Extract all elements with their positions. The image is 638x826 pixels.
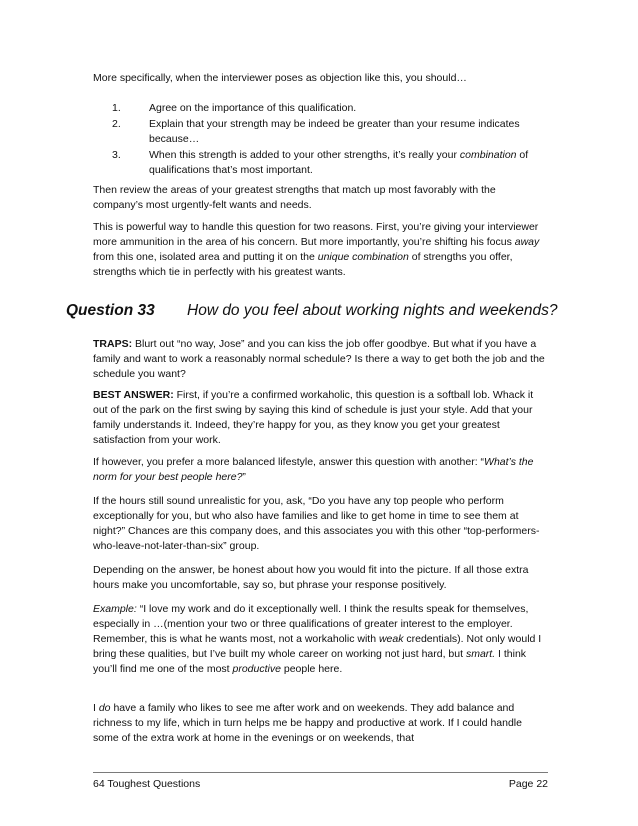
text-run: Explain that your strength may be indeed be greater than your resume indicates because… (149, 118, 520, 145)
text-run: When this strength is added to your other strengths, it’s really your (149, 149, 460, 161)
list-item-text (149, 102, 356, 114)
text-run: “I love my work and do it exceptionally well. I think the results speak for themselves, especially in …(mention your two or three qualifications of greater interest to the employer. Remember, this is what he wants most, not a workaholic with (93, 603, 529, 645)
emphasis-text: do (98, 702, 111, 714)
family-text (93, 701, 548, 746)
best-answer-text: First, if you’re a confirmed workaholic, this question is a softball lob. Whack it out of the park on the first swing by saying this kind of schedule is just your style. Add that your family understands it. Indeed, they’re happy for you, as they know you get your greatest satisfaction from your work. (93, 389, 534, 446)
intro-paragraph (93, 71, 548, 86)
text-run: I think you’ll find me one of the most (93, 648, 527, 675)
question-title: How do you feel about working nights and weekends? (187, 302, 558, 319)
text-run: of strengths you offer, strengths which tie in perfectly with his greatest wants. (93, 251, 513, 278)
question-heading (66, 301, 566, 321)
text-run: I (93, 702, 99, 714)
traps-text: Blurt out “no way, Jose” and you can kiss the job offer goodbye. But what if you have a family and want to work a reasonably normal schedule? Is there a way to get both the job and the schedule you want? (93, 338, 545, 380)
balanced-question: What’s the norm for your best people here? (93, 456, 534, 483)
hours-paragraph (93, 494, 548, 554)
footer-divider (93, 772, 548, 773)
footer-title: 64 Toughest Questions (93, 778, 201, 790)
text-run: people here. (280, 663, 343, 675)
list-item-number: 3. (112, 149, 121, 161)
emphasis-text: weak (378, 633, 404, 645)
list-item-number: 2. (112, 118, 121, 130)
emphasis-text: productive (232, 663, 281, 675)
balanced-end: ” (242, 471, 246, 483)
best-answer-paragraph (93, 388, 548, 448)
text-run: from this one, isolated area and putting it on the (93, 251, 318, 263)
list-item-text (149, 149, 528, 176)
emphasis-text: unique combination (317, 251, 409, 263)
text-run: have a family who likes to see me after work and on weekends. They add balance and richness to my life, which in turn helps me be happy and productive at work. If I could handle some of the extra work at home in the evenings or on weekends, that (93, 702, 522, 744)
footer-page-number: Page 22 (508, 778, 548, 790)
powerful-text (93, 220, 548, 280)
traps-paragraph (93, 337, 548, 382)
text-run: This is powerful way to handle this question for two reasons. First, you’re giving your interviewer more ammunition in the area of his concern. But more importantly, you’re shifting his focus (93, 221, 539, 248)
list-item (93, 117, 548, 147)
list-item (93, 148, 548, 178)
depending-text: Depending on the answer, be honest about how you would fit into the picture. If all those extra hours make you uncomfortable, say so, but phrase your response positively. (93, 564, 529, 591)
hours-text: If the hours still sound unrealistic for you, ask, “Do you have any top people who perform exceptionally for you, but who also have families and like to get home in time to see them at night?” Chances are this company does, and this associates you with this other “top-performers-who-leave-not-later-than-six” group. (93, 495, 540, 552)
intro-text: More specifically, when the interviewer poses as objection like this, you should… (93, 72, 467, 84)
emphasis-text: smart. (465, 648, 496, 660)
powerful-paragraph (93, 220, 548, 280)
emphasis-text: combination (459, 149, 517, 161)
steps-list (93, 101, 548, 179)
list-item-number: 1. (112, 102, 121, 114)
balanced-paragraph (93, 455, 548, 485)
list-item-text (149, 118, 520, 145)
family-paragraph (93, 701, 548, 746)
list-item (93, 101, 548, 116)
emphasis-text: away (514, 236, 540, 248)
question-number: Question 33 (66, 302, 155, 319)
text-run: credentials). Not only would I bring these qualities, but I’ve built my whole career on working not just hard, but (93, 633, 542, 660)
depending-paragraph (93, 563, 548, 593)
traps-label: TRAPS: (93, 338, 133, 350)
balanced-text: If however, you prefer a more balanced lifestyle, answer this question with another: “ (93, 456, 485, 468)
review-text: Then review the areas of your greatest strengths that match up most favorably with the company’s most urgently-felt wants and needs. (93, 184, 496, 211)
example-paragraph (93, 602, 548, 677)
example-text (93, 602, 548, 677)
text-run: Agree on the importance of this qualification. (149, 102, 357, 114)
emphasis-text: Example: (93, 603, 137, 615)
best-answer-label: BEST ANSWER: (93, 389, 174, 401)
text-run: of qualifications that’s most important. (149, 149, 529, 176)
review-paragraph (93, 183, 548, 213)
